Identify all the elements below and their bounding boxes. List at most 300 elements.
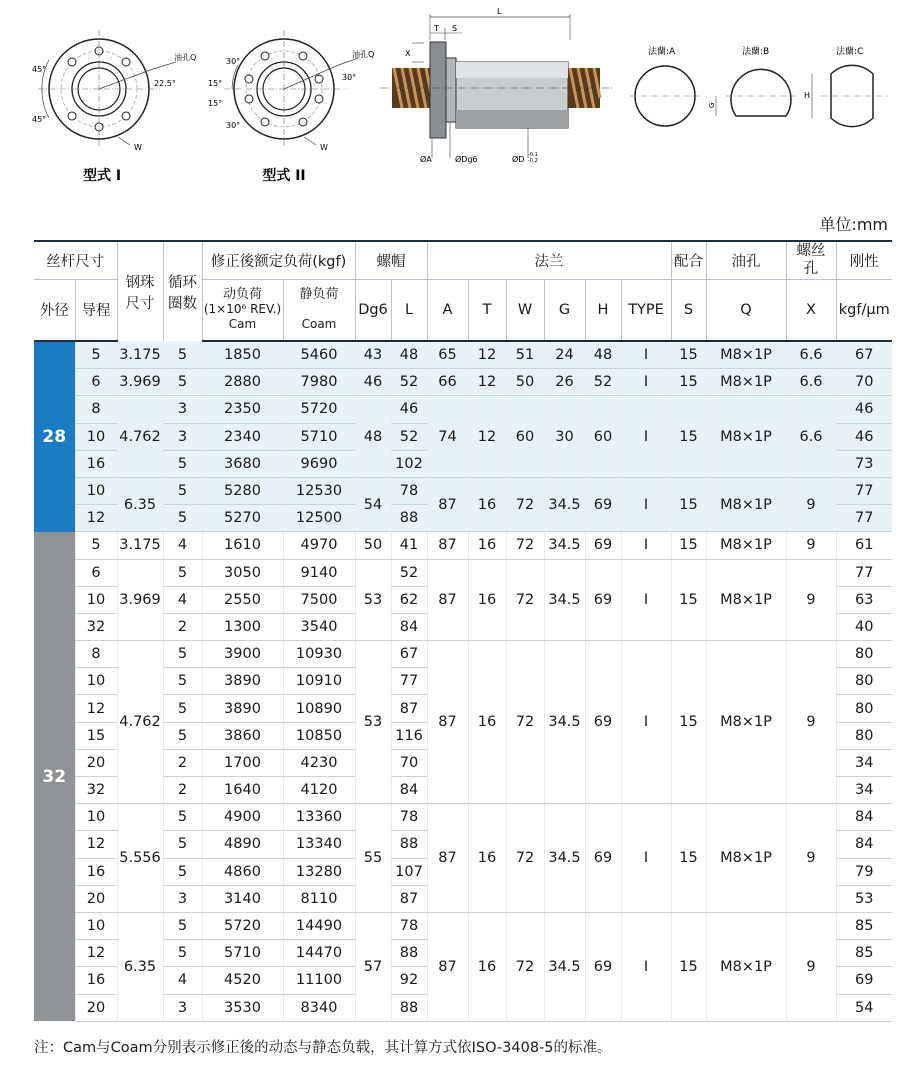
lead-cell: 12 bbox=[75, 831, 117, 858]
g-cell: 34.5 bbox=[544, 804, 585, 913]
l-cell: 41 bbox=[391, 532, 427, 559]
coam-cell: 10890 bbox=[283, 695, 355, 722]
ball-cell: 4.762 bbox=[117, 641, 163, 804]
q-cell: M8×1P bbox=[706, 804, 786, 913]
x-cell: 9 bbox=[786, 804, 836, 913]
cam-cell: 3890 bbox=[202, 695, 283, 722]
coam-cell: 13280 bbox=[283, 858, 355, 885]
cam-cell: 4890 bbox=[202, 831, 283, 858]
a-cell: 87 bbox=[427, 641, 468, 804]
circ-cell: 5 bbox=[163, 477, 202, 504]
table-row bbox=[34, 532, 892, 559]
g-cell: 34.5 bbox=[544, 532, 585, 559]
lead-cell: 32 bbox=[75, 613, 117, 640]
circ-cell: 5 bbox=[163, 695, 202, 722]
header-fit: 配合 bbox=[671, 241, 706, 279]
cam-cell: 2350 bbox=[202, 396, 283, 423]
circ-cell: 5 bbox=[163, 369, 202, 396]
t-cell: 16 bbox=[468, 641, 506, 804]
circ-cell: 4 bbox=[163, 967, 202, 994]
rigidity-cell: 63 bbox=[836, 586, 892, 613]
unit-label: 单位:mm bbox=[819, 215, 888, 234]
l-cell: 77 bbox=[391, 668, 427, 695]
h-cell: 48 bbox=[585, 341, 621, 369]
cam-cell: 3900 bbox=[202, 641, 283, 668]
ball-screw-spec-table bbox=[34, 240, 892, 1022]
w-cell: 50 bbox=[506, 369, 544, 396]
type-cell: I bbox=[621, 532, 671, 559]
circ-cell: 5 bbox=[163, 831, 202, 858]
q-cell: M8×1P bbox=[706, 396, 786, 478]
flange-c-label: 法蘭:C bbox=[836, 47, 864, 57]
lead-cell: 8 bbox=[75, 396, 117, 423]
t-cell: 12 bbox=[468, 369, 506, 396]
type-cell: I bbox=[621, 912, 671, 1021]
rigidity-cell: 80 bbox=[836, 641, 892, 668]
lead-cell: 20 bbox=[75, 885, 117, 912]
cam-cell: 5720 bbox=[202, 912, 283, 939]
lead-cell: 20 bbox=[75, 994, 117, 1021]
x-cell: 9 bbox=[786, 477, 836, 531]
coam-cell: 10910 bbox=[283, 668, 355, 695]
h-cell: 69 bbox=[585, 641, 621, 804]
side-t-label: T bbox=[434, 24, 439, 33]
lead-cell: 5 bbox=[75, 532, 117, 559]
circ-cell: 5 bbox=[163, 559, 202, 586]
g-cell: 30 bbox=[544, 396, 585, 478]
h-cell: 69 bbox=[585, 477, 621, 531]
coam-cell: 4230 bbox=[283, 749, 355, 776]
s-cell: 15 bbox=[671, 641, 706, 804]
t-cell: 12 bbox=[468, 396, 506, 478]
header-ball-size: 钢珠 尺寸 bbox=[117, 241, 163, 341]
w-cell: 72 bbox=[506, 477, 544, 531]
ball-cell: 6.35 bbox=[117, 477, 163, 531]
type2-angle-5: 30° bbox=[226, 121, 241, 130]
header-w: W bbox=[506, 279, 544, 341]
cam-cell: 4520 bbox=[202, 967, 283, 994]
coam-cell: 7500 bbox=[283, 586, 355, 613]
x-cell: 9 bbox=[786, 559, 836, 641]
type2-angle-3: 15° bbox=[208, 79, 223, 88]
header-g: G bbox=[544, 279, 585, 341]
cam-cell: 5710 bbox=[202, 940, 283, 967]
coam-cell: 10930 bbox=[283, 641, 355, 668]
circ-cell: 5 bbox=[163, 912, 202, 939]
cam-cell: 2340 bbox=[202, 423, 283, 450]
cam-cell: 3530 bbox=[202, 994, 283, 1021]
t-cell: 16 bbox=[468, 559, 506, 641]
header-h: H bbox=[585, 279, 621, 341]
circ-cell: 5 bbox=[163, 341, 202, 369]
t-cell: 16 bbox=[468, 532, 506, 559]
coam-cell: 7980 bbox=[283, 369, 355, 396]
s-cell: 15 bbox=[671, 341, 706, 369]
dg6-cell: 53 bbox=[355, 559, 391, 641]
coam-cell: 12500 bbox=[283, 505, 355, 532]
rigidity-cell: 53 bbox=[836, 885, 892, 912]
rigidity-cell: 54 bbox=[836, 994, 892, 1021]
cam-cell: 1610 bbox=[202, 532, 283, 559]
lead-cell: 16 bbox=[75, 450, 117, 477]
circ-cell: 5 bbox=[163, 722, 202, 749]
cam-cell: 1640 bbox=[202, 777, 283, 804]
side-dg6-label: ØDg6 bbox=[455, 155, 478, 164]
ball-cell: 6.35 bbox=[117, 912, 163, 1021]
header-l: L bbox=[391, 279, 427, 341]
type2-angle-2: 30° bbox=[342, 73, 357, 82]
h-cell: 60 bbox=[585, 396, 621, 478]
cam-cell: 1300 bbox=[202, 613, 283, 640]
header-type: TYPE bbox=[621, 279, 671, 341]
l-cell: 102 bbox=[391, 450, 427, 477]
a-cell: 74 bbox=[427, 396, 468, 478]
header-dg6: Dg6 bbox=[355, 279, 391, 341]
cam-cell: 5280 bbox=[202, 477, 283, 504]
type1-w-label: W bbox=[134, 143, 142, 152]
dg6-cell: 43 bbox=[355, 341, 391, 369]
od-32-cell: 32 bbox=[34, 532, 75, 1021]
type-cell: I bbox=[621, 341, 671, 369]
rigidity-cell: 34 bbox=[836, 777, 892, 804]
q-cell: M8×1P bbox=[706, 912, 786, 1021]
lead-cell: 10 bbox=[75, 668, 117, 695]
rigidity-cell: 46 bbox=[836, 396, 892, 423]
header-t: T bbox=[468, 279, 506, 341]
cam-cell: 4900 bbox=[202, 804, 283, 831]
flange-h-label: H bbox=[804, 91, 811, 100]
dg6-cell: 54 bbox=[355, 477, 391, 531]
lead-cell: 12 bbox=[75, 505, 117, 532]
s-cell: 15 bbox=[671, 396, 706, 478]
t-cell: 16 bbox=[468, 477, 506, 531]
s-cell: 15 bbox=[671, 532, 706, 559]
l-cell: 70 bbox=[391, 749, 427, 776]
l-cell: 88 bbox=[391, 940, 427, 967]
coam-cell: 13340 bbox=[283, 831, 355, 858]
circ-cell: 5 bbox=[163, 804, 202, 831]
rigidity-cell: 79 bbox=[836, 858, 892, 885]
lead-cell: 10 bbox=[75, 423, 117, 450]
lead-cell: 16 bbox=[75, 967, 117, 994]
lead-cell: 15 bbox=[75, 722, 117, 749]
q-cell: M8×1P bbox=[706, 477, 786, 531]
dg6-cell: 57 bbox=[355, 912, 391, 1021]
h-cell: 69 bbox=[585, 804, 621, 913]
cam-cell: 1700 bbox=[202, 749, 283, 776]
type-cell: I bbox=[621, 804, 671, 913]
lead-cell: 12 bbox=[75, 695, 117, 722]
lead-cell: 10 bbox=[75, 804, 117, 831]
table-row bbox=[34, 912, 892, 939]
a-cell: 65 bbox=[427, 341, 468, 369]
header-oil-hole: 油孔 bbox=[706, 241, 786, 279]
l-cell: 48 bbox=[391, 341, 427, 369]
rigidity-cell: 80 bbox=[836, 695, 892, 722]
header-static-load: 静负荷 Coam bbox=[283, 279, 355, 341]
coam-cell: 10850 bbox=[283, 722, 355, 749]
rigidity-cell: 70 bbox=[836, 369, 892, 396]
coam-cell: 3540 bbox=[283, 613, 355, 640]
type1-angle-bottom: 45° bbox=[32, 115, 47, 124]
technical-drawings bbox=[0, 0, 900, 200]
coam-cell: 5720 bbox=[283, 396, 355, 423]
a-cell: 87 bbox=[427, 559, 468, 641]
q-cell: M8×1P bbox=[706, 341, 786, 369]
side-l-label: L bbox=[497, 7, 502, 16]
t-cell: 16 bbox=[468, 912, 506, 1021]
cam-cell: 4860 bbox=[202, 858, 283, 885]
g-cell: 34.5 bbox=[544, 641, 585, 804]
nut-side-drawing bbox=[380, 7, 612, 164]
g-cell: 24 bbox=[544, 341, 585, 369]
type2-w-label: W bbox=[320, 143, 328, 152]
s-cell: 15 bbox=[671, 369, 706, 396]
rigidity-cell: 80 bbox=[836, 722, 892, 749]
side-d-label: ØD bbox=[512, 155, 525, 164]
ball-cell: 3.969 bbox=[117, 559, 163, 641]
dg6-cell: 50 bbox=[355, 532, 391, 559]
s-cell: 15 bbox=[671, 912, 706, 1021]
type1-flange-drawing bbox=[32, 30, 196, 184]
table-row bbox=[34, 369, 892, 396]
lead-cell: 12 bbox=[75, 940, 117, 967]
table-row bbox=[34, 341, 892, 369]
table-row bbox=[34, 641, 892, 668]
ball-cell: 3.175 bbox=[117, 532, 163, 559]
l-cell: 62 bbox=[391, 586, 427, 613]
type-cell: I bbox=[621, 369, 671, 396]
w-cell: 72 bbox=[506, 804, 544, 913]
header-od: 外径 bbox=[34, 279, 75, 341]
table-row bbox=[34, 559, 892, 586]
flange-shapes bbox=[630, 45, 888, 127]
l-cell: 92 bbox=[391, 967, 427, 994]
l-cell: 87 bbox=[391, 885, 427, 912]
header-lead: 导程 bbox=[75, 279, 117, 341]
table-row bbox=[34, 477, 892, 504]
g-cell: 34.5 bbox=[544, 559, 585, 641]
q-cell: M8×1P bbox=[706, 532, 786, 559]
l-cell: 84 bbox=[391, 777, 427, 804]
w-cell: 72 bbox=[506, 641, 544, 804]
coam-cell: 4120 bbox=[283, 777, 355, 804]
type-cell: I bbox=[621, 641, 671, 804]
l-cell: 88 bbox=[391, 505, 427, 532]
header-flange: 法兰 bbox=[427, 241, 671, 279]
footnote: 注：Cam与Coam分别表示修正後的动态与静态负载，其计算方式依ISO-3408-5的标准。 bbox=[34, 1040, 612, 1056]
type2-oil-hole-label: 油孔Q bbox=[352, 50, 375, 59]
lead-cell: 8 bbox=[75, 641, 117, 668]
dg6-cell: 55 bbox=[355, 804, 391, 913]
circ-cell: 3 bbox=[163, 423, 202, 450]
rigidity-cell: 61 bbox=[836, 532, 892, 559]
table-row bbox=[34, 396, 892, 423]
header-rigidity: 刚性 bbox=[836, 241, 892, 279]
circ-cell: 4 bbox=[163, 532, 202, 559]
dg6-cell: 46 bbox=[355, 369, 391, 396]
flange-a-label: 法蘭:A bbox=[648, 47, 676, 57]
lead-cell: 16 bbox=[75, 858, 117, 885]
cam-cell: 2880 bbox=[202, 369, 283, 396]
coam-cell: 4970 bbox=[283, 532, 355, 559]
table-row bbox=[34, 804, 892, 831]
rigidity-cell: 84 bbox=[836, 831, 892, 858]
l-cell: 67 bbox=[391, 641, 427, 668]
type2-angle-1: 30° bbox=[226, 57, 241, 66]
header-screw-hole: 螺丝 孔 bbox=[786, 241, 836, 279]
w-cell: 51 bbox=[506, 341, 544, 369]
type-cell: I bbox=[621, 559, 671, 641]
circ-cell: 3 bbox=[163, 885, 202, 912]
l-cell: 52 bbox=[391, 559, 427, 586]
rigidity-cell: 84 bbox=[836, 804, 892, 831]
header-rigidity-unit: kgf/µm bbox=[836, 279, 892, 341]
circ-cell: 5 bbox=[163, 641, 202, 668]
l-cell: 88 bbox=[391, 994, 427, 1021]
w-cell: 60 bbox=[506, 396, 544, 478]
type-cell: I bbox=[621, 477, 671, 531]
circ-cell: 2 bbox=[163, 749, 202, 776]
l-cell: 87 bbox=[391, 695, 427, 722]
coam-cell: 12530 bbox=[283, 477, 355, 504]
type1-angle-top: 45° bbox=[32, 65, 47, 74]
a-cell: 87 bbox=[427, 477, 468, 531]
type1-angle-oil: 22.5° bbox=[154, 79, 176, 88]
header-dynamic-load: 动负荷 (1×10⁶ REV.) Cam bbox=[202, 279, 283, 341]
type2-flange-drawing bbox=[208, 30, 374, 184]
l-cell: 52 bbox=[391, 423, 427, 450]
q-cell: M8×1P bbox=[706, 369, 786, 396]
header-x: X bbox=[786, 279, 836, 341]
rigidity-cell: 77 bbox=[836, 559, 892, 586]
lead-cell: 20 bbox=[75, 749, 117, 776]
ball-cell: 4.762 bbox=[117, 396, 163, 478]
dg6-cell: 48 bbox=[355, 396, 391, 478]
ball-cell: 5.556 bbox=[117, 804, 163, 913]
a-cell: 87 bbox=[427, 912, 468, 1021]
rigidity-cell: 80 bbox=[836, 668, 892, 695]
header-q: Q bbox=[706, 279, 786, 341]
coam-cell: 13360 bbox=[283, 804, 355, 831]
circ-cell: 5 bbox=[163, 450, 202, 477]
type1-title: 型式 I bbox=[82, 168, 122, 184]
t-cell: 12 bbox=[468, 341, 506, 369]
l-cell: 88 bbox=[391, 831, 427, 858]
coam-cell: 14490 bbox=[283, 912, 355, 939]
ball-cell: 3.175 bbox=[117, 341, 163, 369]
q-cell: M8×1P bbox=[706, 559, 786, 641]
rigidity-cell: 34 bbox=[836, 749, 892, 776]
lead-cell: 32 bbox=[75, 777, 117, 804]
lead-cell: 10 bbox=[75, 912, 117, 939]
side-a-label: ØA bbox=[420, 155, 432, 164]
t-cell: 16 bbox=[468, 804, 506, 913]
header-nut: 螺帽 bbox=[355, 241, 427, 279]
rigidity-cell: 85 bbox=[836, 912, 892, 939]
coam-cell: 9140 bbox=[283, 559, 355, 586]
cam-cell: 1850 bbox=[202, 341, 283, 369]
l-cell: 116 bbox=[391, 722, 427, 749]
header-a: A bbox=[427, 279, 468, 341]
q-cell: M8×1P bbox=[706, 641, 786, 804]
x-cell: 9 bbox=[786, 912, 836, 1021]
side-d-tol-lower: -0.2 bbox=[528, 158, 538, 164]
g-cell: 34.5 bbox=[544, 477, 585, 531]
type2-angle-4: 15° bbox=[208, 99, 223, 108]
circ-cell: 2 bbox=[163, 613, 202, 640]
h-cell: 52 bbox=[585, 369, 621, 396]
rigidity-cell: 77 bbox=[836, 477, 892, 504]
flange-g-label: G bbox=[708, 102, 716, 108]
side-x-label: X bbox=[405, 49, 411, 58]
a-cell: 66 bbox=[427, 369, 468, 396]
l-cell: 107 bbox=[391, 858, 427, 885]
coam-cell: 8110 bbox=[283, 885, 355, 912]
a-cell: 87 bbox=[427, 532, 468, 559]
cam-cell: 3890 bbox=[202, 668, 283, 695]
l-cell: 78 bbox=[391, 804, 427, 831]
type1-oil-hole-label: 油孔Q bbox=[174, 53, 197, 62]
a-cell: 87 bbox=[427, 804, 468, 913]
h-cell: 69 bbox=[585, 559, 621, 641]
circ-cell: 5 bbox=[163, 505, 202, 532]
side-d-tol-upper: -0.1 bbox=[528, 152, 538, 158]
circ-cell: 5 bbox=[163, 940, 202, 967]
side-s-label: S bbox=[452, 24, 458, 33]
header-screw-size: 丝杆尺寸 bbox=[34, 241, 117, 279]
lead-cell: 10 bbox=[75, 586, 117, 613]
circ-cell: 5 bbox=[163, 668, 202, 695]
coam-cell: 5710 bbox=[283, 423, 355, 450]
rigidity-cell: 40 bbox=[836, 613, 892, 640]
w-cell: 72 bbox=[506, 912, 544, 1021]
dg6-cell: 53 bbox=[355, 641, 391, 804]
cam-cell: 3680 bbox=[202, 450, 283, 477]
w-cell: 72 bbox=[506, 559, 544, 641]
rigidity-cell: 46 bbox=[836, 423, 892, 450]
s-cell: 15 bbox=[671, 804, 706, 913]
cam-cell: 3050 bbox=[202, 559, 283, 586]
header-circuits: 循环 圈数 bbox=[163, 241, 202, 341]
s-cell: 15 bbox=[671, 477, 706, 531]
type2-title: 型式 II bbox=[262, 168, 306, 184]
h-cell: 69 bbox=[585, 532, 621, 559]
circ-cell: 3 bbox=[163, 994, 202, 1021]
circ-cell: 4 bbox=[163, 586, 202, 613]
rigidity-cell: 73 bbox=[836, 450, 892, 477]
l-cell: 52 bbox=[391, 369, 427, 396]
flange-b-label: 法蘭:B bbox=[742, 47, 770, 57]
lead-cell: 5 bbox=[75, 341, 117, 369]
coam-cell: 8340 bbox=[283, 994, 355, 1021]
s-cell: 15 bbox=[671, 559, 706, 641]
rigidity-cell: 77 bbox=[836, 505, 892, 532]
x-cell: 6.6 bbox=[786, 396, 836, 478]
x-cell: 9 bbox=[786, 532, 836, 559]
od-28-cell: 28 bbox=[34, 341, 75, 532]
rigidity-cell: 67 bbox=[836, 341, 892, 369]
rigidity-cell: 69 bbox=[836, 967, 892, 994]
coam-cell: 14470 bbox=[283, 940, 355, 967]
header-load: 修正後额定负荷(kgf) bbox=[202, 241, 355, 279]
rigidity-cell: 85 bbox=[836, 940, 892, 967]
cam-cell: 3140 bbox=[202, 885, 283, 912]
lead-cell: 6 bbox=[75, 559, 117, 586]
x-cell: 6.6 bbox=[786, 369, 836, 396]
type-cell: I bbox=[621, 396, 671, 478]
x-cell: 6.6 bbox=[786, 341, 836, 369]
